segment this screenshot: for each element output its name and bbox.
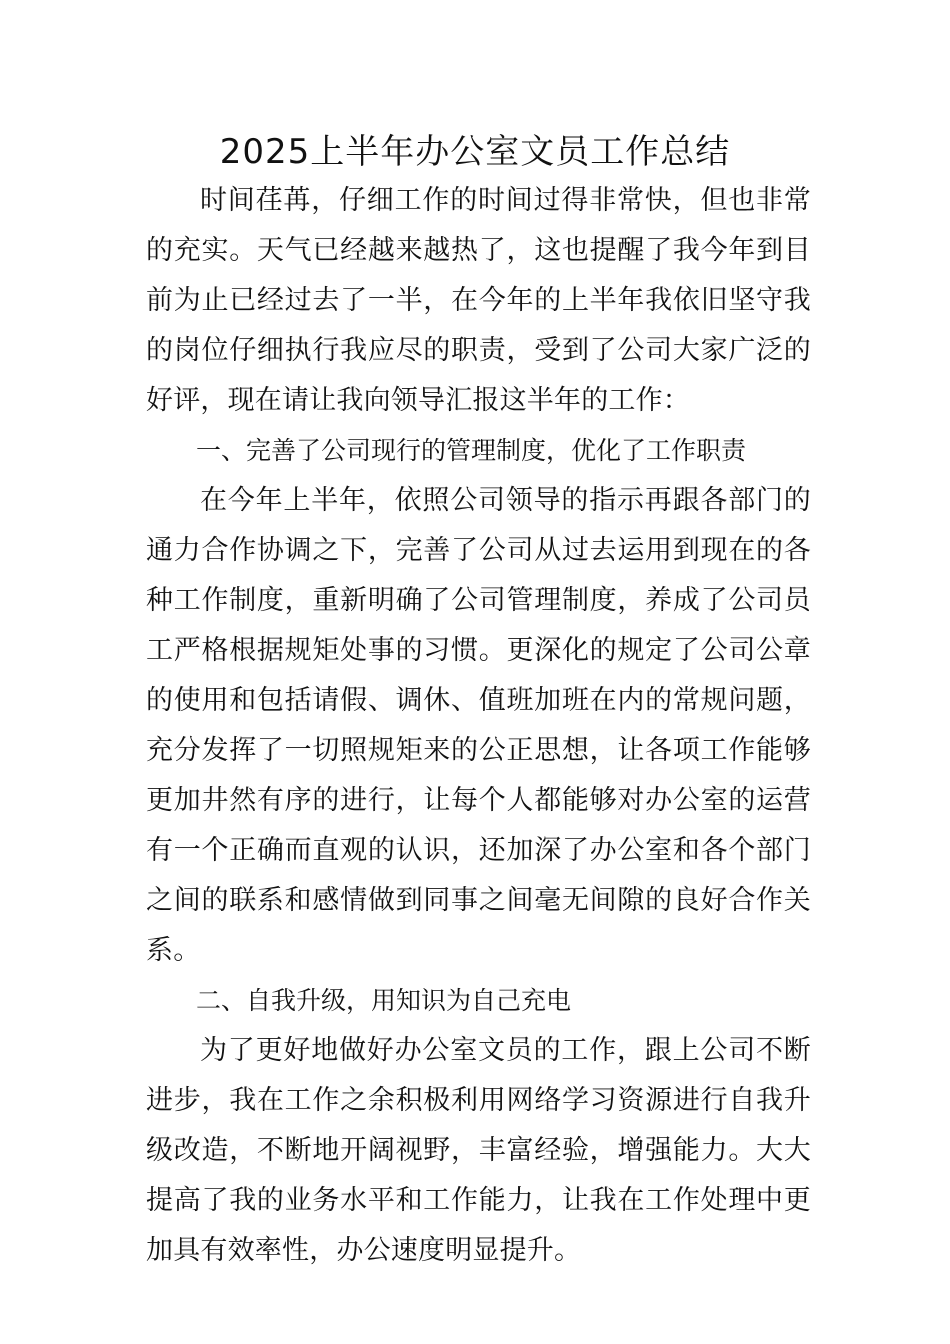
section-heading-2: 二、自我升级，用知识为自己充电 — [196, 986, 572, 1015]
section-body-2: 为了更好地做好办公室文员的工作，跟上公司不断进步，我在工作之余积极利用网络学习资源进行自我升级改造，不断地开阔视野，丰富经验，增强能力。大大提高了我的业务水平和工作能力，让我在工作处理中更加具有效率性，办公速度明显提升。 — [146, 1035, 811, 1266]
document-body — [146, 176, 811, 1276]
section-body-1: 在今年上半年，依照公司领导的指示再跟各部门的通力合作协调之下，完善了公司从过去运用到现在的各种工作制度，重新明确了公司管理制度，养成了公司员工严格根据规矩处事的习惯。更深化的规定了公司公章的使用和包括请假、调休、值班加班在内的常规问题，充分发挥了一切照规矩来的公正思想，让各项工作能够更加井然有序的进行，让每个人都能够对办公室的运营有一个正确而直观的认识，还加深了办公室和各个部门之间的联系和感情做到同事之间毫无间隙的良好合作关系。 — [146, 485, 811, 966]
document-title: 2025上半年办公室文员工作总结 — [219, 132, 731, 172]
section-heading-1: 一、完善了公司现行的管理制度，优化了工作职责 — [196, 436, 747, 465]
intro-paragraph: 时间荏苒，仔细工作的时间过得非常快，但也非常的充实。天气已经越来越热了，这也提醒了我今年到目前为止已经过去了一半，在今年的上半年我依旧坚守我的岗位仔细执行我应尽的职责，受到了公司大家广泛的好评，现在请让我向领导汇报这半年的工作： — [146, 185, 811, 416]
